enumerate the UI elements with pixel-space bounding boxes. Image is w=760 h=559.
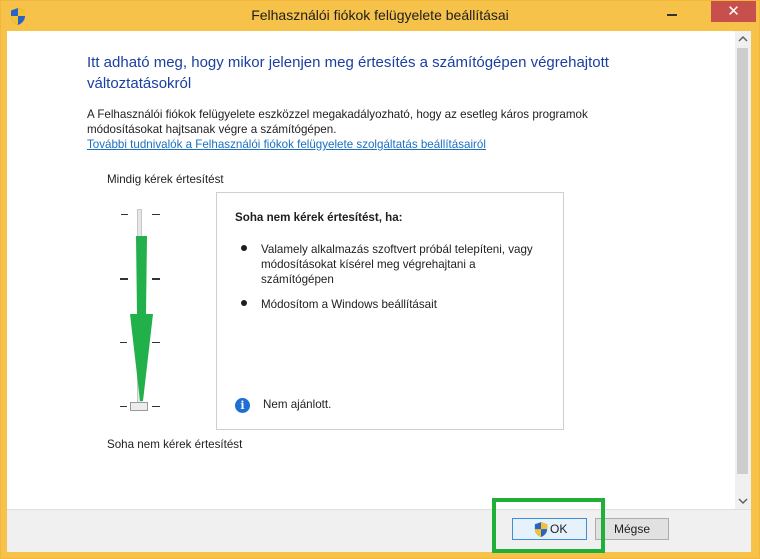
- learn-more-link[interactable]: További tudnivalók a Felhasználói fiókok felügyelete szolgáltatás beállításairól: [87, 138, 486, 151]
- title-bar[interactable]: [1, 1, 759, 32]
- down-arrow-annotation-icon: [129, 236, 154, 401]
- close-icon: ✕: [727, 2, 740, 20]
- cancel-button[interactable]: Mégse: [595, 518, 669, 540]
- bullet-point: [241, 300, 247, 306]
- description-text: A Felhasználói fiókok felügyelete eszközzel megakadályozható, hogy az esetleg káros programok módosításokat hajtsanak végre a számítógépen.: [87, 108, 588, 136]
- page-heading: Itt adható meg, hogy mikor jelenjen meg értesítés a számítógépen végrehajtott változtatásokról: [87, 54, 609, 92]
- slider-top-label: Mindig kérek értesítést: [107, 173, 224, 186]
- slider-bottom-label: Soha nem kérek értesítést: [107, 438, 243, 451]
- scroll-up-arrow-icon[interactable]: [735, 31, 751, 47]
- slider-tick: [120, 278, 128, 280]
- slider-tick: [152, 214, 160, 215]
- level-description-box: [216, 192, 564, 430]
- ok-button-label: OK: [550, 522, 568, 536]
- minimize-button[interactable]: [658, 1, 687, 22]
- ok-button[interactable]: [512, 518, 587, 540]
- slider-tick: [121, 214, 128, 215]
- info-icon: i: [235, 398, 250, 413]
- bullet-text: Valamely alkalmazás szoftvert próbál telepíteni, vagy módosításokat kísérel meg végrehajtani a számítógépen: [261, 243, 533, 286]
- close-button[interactable]: [711, 1, 756, 22]
- slider-tick: [120, 406, 127, 407]
- bullet-text: Módosítom a Windows beállításait: [261, 298, 437, 311]
- recommendation-note: Nem ajánlott.: [263, 398, 332, 411]
- slider-tick: [152, 406, 160, 407]
- vertical-scrollbar[interactable]: [735, 31, 751, 509]
- uac-shield-icon: [534, 522, 548, 537]
- scroll-thumb[interactable]: [737, 48, 748, 474]
- window-title: Felhasználói fiókok felügyelete beállításai: [251, 7, 509, 23]
- slider-thumb[interactable]: [130, 402, 148, 411]
- bullet-point: [241, 245, 247, 251]
- slider-tick: [120, 342, 127, 343]
- level-description-title: Soha nem kérek értesítést, ha:: [235, 211, 403, 224]
- scroll-down-arrow-icon[interactable]: [735, 493, 751, 509]
